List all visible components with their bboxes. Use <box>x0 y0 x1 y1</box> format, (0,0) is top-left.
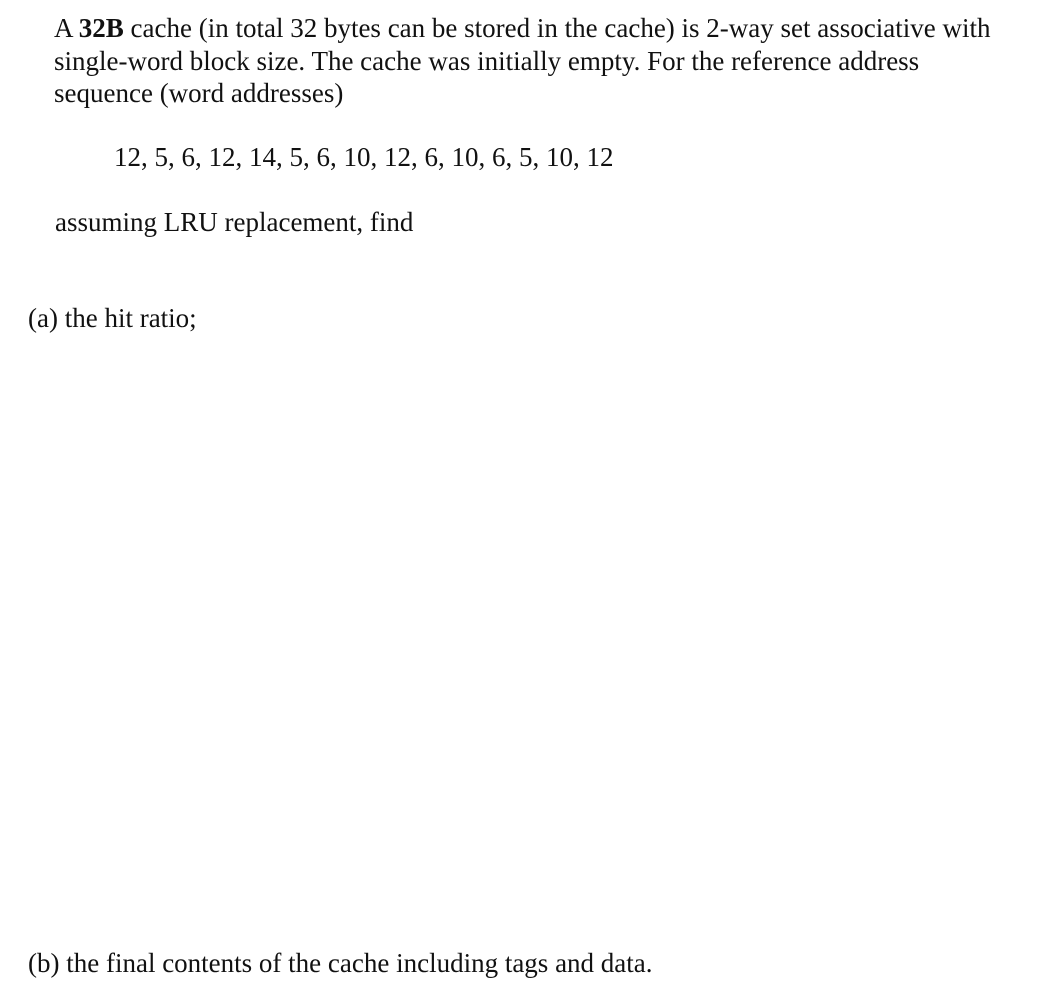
question-a: (a) the hit ratio; <box>28 303 197 333</box>
address-sequence: 12, 5, 6, 12, 14, 5, 6, 10, 12, 6, 10, 6, 5, 10, 12 <box>114 142 614 172</box>
cache-size-bold: 32B <box>78 13 124 43</box>
intro-line1-rest: cache (in total 32 bytes can be stored in the cache) is 2-way set associative with <box>123 13 991 43</box>
problem-line-2: single-word block size. The cache was initially empty. For the reference address <box>54 45 920 76</box>
problem-line-3: sequence (word addresses) <box>54 78 344 108</box>
question-b: (b) the final contents of the cache including tags and data. <box>28 948 653 978</box>
problem-statement <box>54 12 990 110</box>
intro-prefix: A <box>54 13 79 43</box>
assumption-text: assuming LRU replacement, find <box>55 207 414 237</box>
problem-line-1 <box>54 12 990 45</box>
